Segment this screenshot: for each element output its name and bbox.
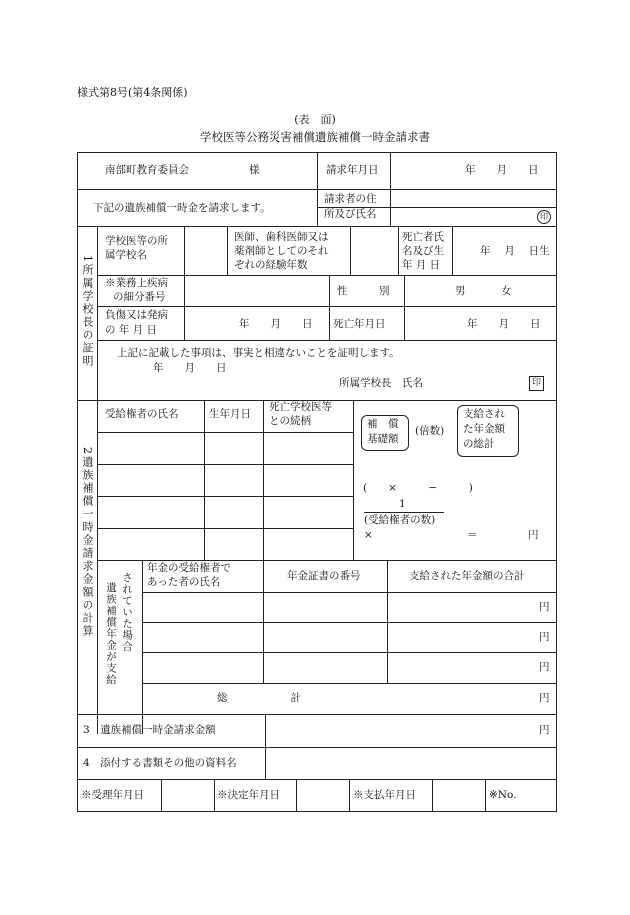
pension-paid-label-1: 遺族補償年金が支給	[105, 582, 117, 686]
calc-total-2: た年金額	[463, 423, 505, 435]
certification-text: 上記に記載した事項は、事実と相違ないことを証明します。	[117, 347, 400, 359]
sex-label: 性 別	[337, 285, 390, 297]
pension-paid-label-2: されていた場合	[121, 572, 133, 653]
formula-denominator: (受給権者の数)	[364, 514, 436, 526]
col-relation-2: との続柄	[269, 415, 311, 427]
pension-total-label: 総 計	[217, 692, 301, 704]
calc-base-1: 補 償	[367, 418, 399, 430]
deceased-label-1: 死亡者氏	[402, 231, 444, 243]
experience-label-2: 薬剤師としてのそれ	[234, 245, 329, 257]
formula-times: ×	[364, 529, 373, 541]
pension-total-yen: 円	[539, 692, 550, 704]
pension-col-name-1: 年金の受給権者で	[147, 562, 231, 574]
calc-total-1: 支給され	[463, 408, 505, 420]
formula-yen: 円	[528, 529, 539, 541]
section3-yen: 円	[539, 724, 550, 736]
pension-row3-yen: 円	[539, 661, 550, 673]
request-text: 下記の遺族補償一時金を請求します。	[93, 202, 271, 214]
addressee: 南部町教育委員会	[105, 164, 189, 176]
pension-row1-yen: 円	[539, 601, 550, 613]
calc-multiplier: (倍数)	[415, 425, 445, 437]
col-recipient-name: 受給権者の氏名	[105, 408, 179, 420]
injury-label-1: 負傷又は発病	[105, 309, 168, 321]
school-label-2: 属学校名	[105, 249, 147, 261]
school-label-1: 学校医等の所	[105, 235, 168, 247]
experience-label-1: 医師、歯科医師又は	[234, 231, 329, 243]
calc-base-2: 基礎額	[367, 433, 399, 445]
formula-numerator: 1	[399, 498, 406, 510]
col-birth-date: 生年月日	[209, 408, 251, 420]
pension-row2-yen: 円	[539, 631, 550, 643]
injury-date-field[interactable]: 年 月 日	[239, 318, 313, 330]
formula-equals: ＝	[467, 529, 478, 541]
principal-name-label: 所属学校長 氏名	[339, 377, 423, 389]
deceased-label-2: 名及び生	[402, 245, 444, 257]
request-date-field[interactable]: 年 月 日	[465, 164, 539, 176]
disease-label-2: の細分番号	[113, 291, 166, 303]
disease-label-1: ※業務上疾病	[105, 277, 168, 289]
birth-date-field[interactable]: 年 月 日生	[480, 245, 550, 257]
request-date-label: 請求年月日	[326, 164, 379, 176]
injury-label-2: の 年 月 日	[105, 324, 158, 336]
decision-date-label: ※決定年月日	[217, 789, 280, 801]
calc-total-3: の総計	[463, 438, 495, 450]
payment-date-label: ※支払年月日	[353, 789, 416, 801]
claimant-label-1: 請求者の住	[324, 193, 377, 205]
formula-line: ( × − )	[363, 482, 473, 494]
form-table	[77, 152, 557, 812]
received-date-label: ※受理年月日	[81, 789, 144, 801]
experience-label-3: ぞれの経験年数	[234, 259, 308, 271]
side-label: (表 面)	[294, 113, 336, 126]
deceased-label-3: 年 月 日	[402, 259, 441, 271]
claimant-seal-icon: 印	[537, 210, 551, 224]
section4-label: 4 添付する書類その他の資料名	[83, 757, 237, 769]
pension-col-name-2: あった者の氏名	[147, 576, 221, 588]
addressee-sama: 様	[249, 164, 260, 176]
pension-col-certificate: 年金証書の番号	[287, 570, 361, 582]
pension-col-total: 支給された年金額の合計	[409, 570, 525, 582]
death-date-label: 死亡年月日	[333, 318, 386, 330]
form-id: 様式第8号(第4条関係)	[77, 86, 188, 99]
col-relation-1: 死亡学校医等	[269, 401, 332, 413]
certification-date[interactable]: 年 月 日	[153, 362, 227, 374]
death-date-field[interactable]: 年 月 日	[467, 318, 541, 330]
number-label: ※No.	[489, 789, 517, 801]
claimant-label-2: 所及び氏名	[324, 208, 377, 220]
sex-female-option[interactable]: 女	[501, 285, 512, 297]
principal-seal-icon: 印	[529, 376, 544, 391]
section2-label: 2遺族補償一時金請求金額の計算	[81, 447, 94, 638]
sex-male-option[interactable]: 男	[455, 285, 466, 297]
section1-label: 1所属学校長の証明	[81, 255, 94, 368]
section3-label: 3 遺族補償一時金請求金額	[83, 724, 216, 736]
form-title: 学校医等公務災害補償遺族補償一時金請求書	[200, 130, 430, 144]
